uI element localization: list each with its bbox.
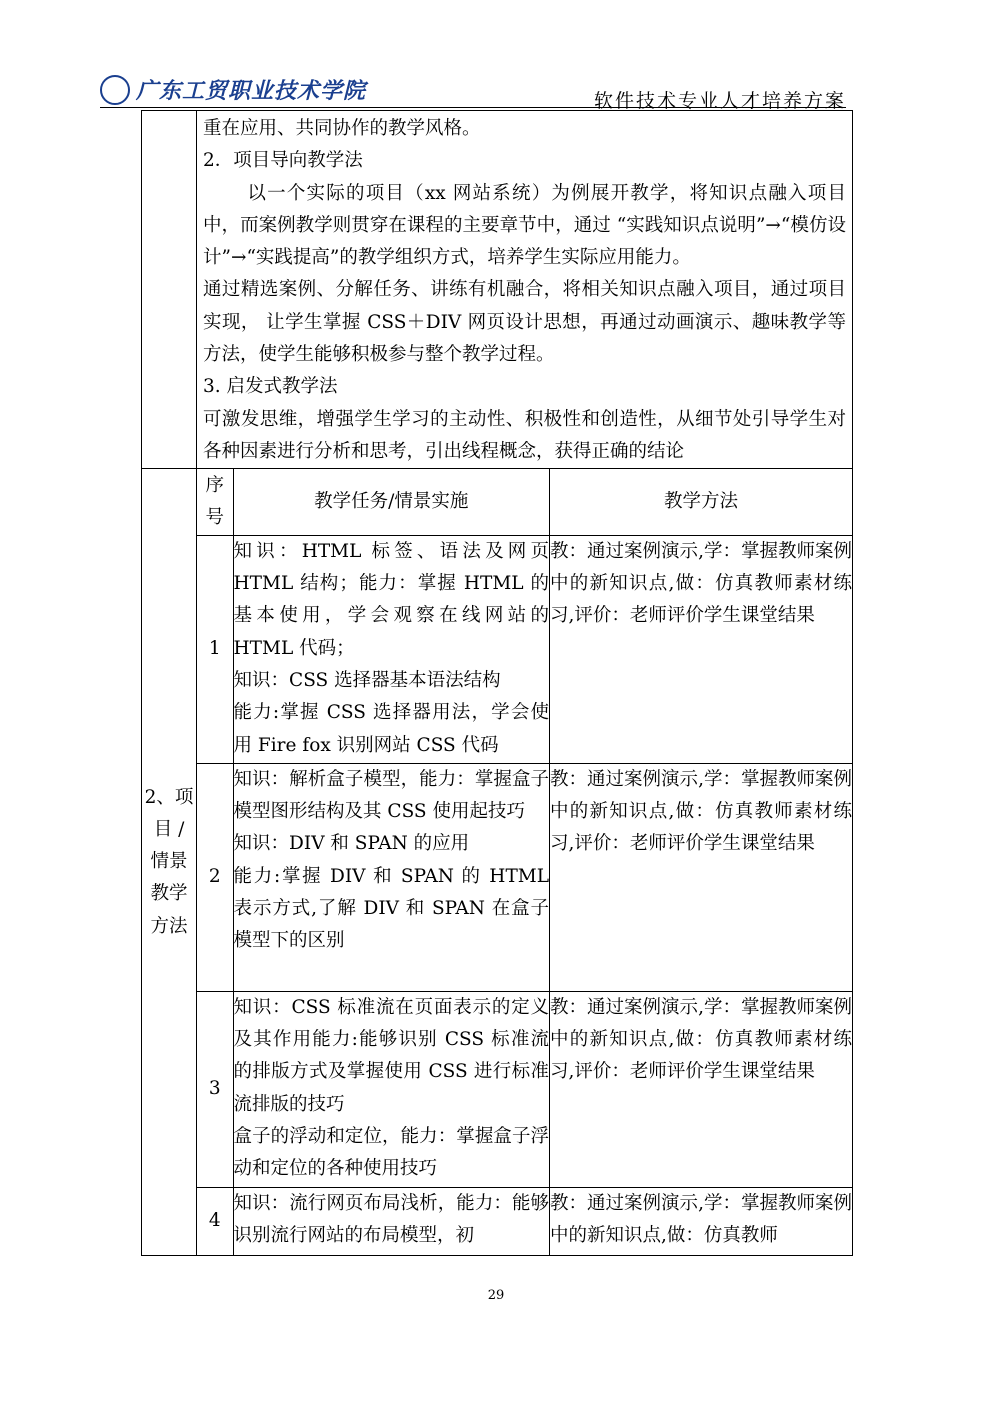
row-task: 知识：流行网页布局浅析，能力：能够识别流行网站的布局模型，初 bbox=[233, 1187, 549, 1255]
intro-paragraph-4: 可激发思维，增强学生学习的主动性、积极性和创造性，从细节处引导学生对各种因素进行分析和思考，引出线程概念，获得正确的结论 bbox=[203, 408, 846, 462]
school-name: 广东工贸职业技术学院 bbox=[136, 78, 367, 104]
row-method: 教：通过案例演示,学：掌握教师案例中的新知识点,做：仿真教师素材练习,评价：老师评价学生课堂结果 bbox=[550, 535, 852, 763]
table-row bbox=[197, 763, 852, 991]
intro-paragraph-1: 重在应用、共同协作的教学风格。 bbox=[203, 118, 481, 139]
task-table bbox=[197, 469, 852, 1255]
row-method: 教：通过案例演示,学：掌握教师案例中的新知识点,做：仿真教师素材练习,评价：老师评价学生课堂结果 bbox=[550, 763, 852, 991]
intro-paragraph-2: 以一个实际的项目（xx 网站系统）为例展开教学，将知识点融入项目中，而案例教学则贯穿在课程的主要章节中，通过 “实践知识点说明”→“模仿设计”→“实践提高”的教学组织方式，培养学生实际应用能力。 bbox=[203, 182, 846, 269]
row-method: 教：通过案例演示,学：掌握教师案例中的新知识点,做：仿真教师 bbox=[550, 1187, 852, 1255]
label-cell-empty bbox=[142, 111, 197, 469]
task-line: 知识：CSS 标准流在页面表示的定义及其作用能力:能够识别 CSS 标准流的排版方式及掌握使用 CSS 进行标准流排版的技巧 bbox=[233, 996, 550, 1115]
task-line: 知识：CSS 选择器基本语法结构 bbox=[233, 669, 501, 691]
section-label: 2、项目 / 情景教学方法 bbox=[142, 469, 197, 1256]
row-seq: 3 bbox=[197, 991, 233, 1187]
row-seq: 1 bbox=[197, 535, 233, 763]
header-divider bbox=[100, 107, 846, 108]
table-row bbox=[197, 535, 852, 763]
page-number: 29 bbox=[487, 1288, 505, 1303]
method-description bbox=[197, 111, 853, 469]
row-method: 教：通过案例演示,学：掌握教师案例中的新知识点,做：仿真教师素材练习,评价：老师评价学生课堂结果 bbox=[550, 991, 852, 1187]
document-title: 软件技术专业人才培养方案 bbox=[593, 90, 846, 112]
header-method: 教学方法 bbox=[550, 469, 852, 535]
task-line: 盒子的浮动和定位，能力：掌握盒子浮动和定位的各种使用技巧 bbox=[233, 1125, 550, 1180]
row-seq: 2 bbox=[197, 763, 233, 991]
header-task: 教学任务/情景实施 bbox=[233, 469, 549, 535]
task-line: 知识：解析盒子模型，能力：掌握盒子模型图形结构及其 CSS 使用起技巧 bbox=[233, 768, 550, 823]
page-header bbox=[100, 72, 846, 112]
subheading-project-method: 2．项目导向教学法 bbox=[203, 150, 363, 172]
school-logo bbox=[100, 74, 366, 105]
task-table-header bbox=[197, 469, 852, 535]
row-task bbox=[233, 991, 549, 1187]
table-row bbox=[197, 1187, 852, 1255]
task-line: 能力:掌握 CSS 选择器用法，学会使用 Fire fox 识别网站 CSS 代码 bbox=[233, 702, 550, 756]
task-line: 知识：DIV 和 SPAN 的应用 bbox=[233, 833, 470, 855]
intro-paragraph-3: 通过精选案例、分解任务、讲练有机融合，将相关知识点融入项目，通过项目实现， 让学生掌握 CSS＋DIV 网页设计思想，再通过动画演示、趣味教学等方法，使学生能够积极参与整个教学过程。 bbox=[203, 279, 846, 366]
task-line: 能力:掌握 DIV 和 SPAN 的 HTML 表示方式,了解 DIV 和 SPAN 在盒子模型下的区别 bbox=[233, 865, 550, 952]
row-task bbox=[233, 535, 549, 763]
teaching-method-table bbox=[141, 110, 853, 1256]
task-line: 知识：HTML 标签、语法及网页 HTML 结构；能力：掌握 HTML 的基本使用，学会观察在线网站的 HTML 代码； bbox=[233, 540, 550, 659]
subheading-heuristic-method: 3. 启发式教学法 bbox=[203, 376, 338, 398]
row-seq: 4 bbox=[197, 1187, 233, 1255]
row-task bbox=[233, 763, 549, 991]
header-seq: 序号 bbox=[197, 469, 233, 535]
table-row bbox=[197, 991, 852, 1187]
school-emblem-icon bbox=[100, 75, 130, 105]
